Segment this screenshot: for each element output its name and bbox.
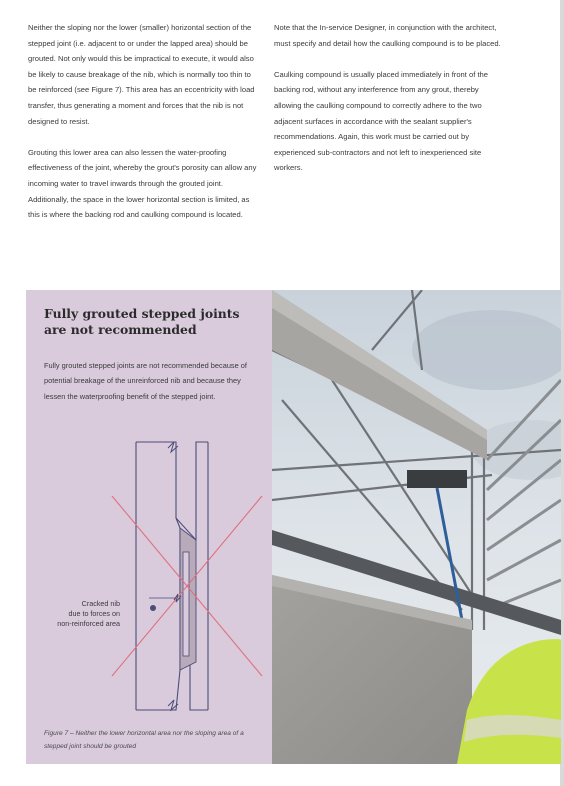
figure-caption: Figure 7 – Neither the lower horizontal area nor the sloping area of a stepped joint should be grouted [44,730,244,750]
diagram-label-line1: Cracked nib [81,599,120,608]
right-paragraph-1: Note that the In-service Designer, in conjunction with the architect, must specify and detail how the caulking compound is to be placed. [274,23,501,48]
diagram-label-line2: due to forces on [68,609,120,618]
lift-platform [407,470,467,488]
inner-slot [183,552,189,656]
callout-box [26,290,272,764]
stepped-joint-diagram [26,440,272,720]
left-paragraph-1: Neither the sloping nor the lower (smaller) horizontal section of the stepped joint (i.e. adjacent to or under the lapped area) should be grouted. Not only would this be impractical to execute, it would also be likely to cause breakage of the nib, which is normally too thin to be reinforced (see Figure 7). This area has an eccentricity with load transfer, thus generating a moment and forces that the nib is not designed to resist. [28,23,255,126]
left-member-nib [136,442,180,710]
right-text-column [274,20,506,192]
callout-body: Fully grouted stepped joints are not recommended because of potential breakage of the unreinforced nib and because they lessen the waterproofing benefit of the stepped joint. [44,361,247,401]
left-paragraph-2: Grouting this lower area can also lessen the water-proofing effectiveness of the joint, whereby the grout's porosity can allow any incoming water to travel inwards through the grouted joint. Additionally, the space in the lower horizontal section is limited, as this is where the backing rod and caulking compound is located. [28,147,257,220]
crack-dot [150,605,156,611]
diagram-label-line3: non-reinforced area [57,619,120,628]
right-paragraph-2: Caulking compound is usually placed immediately in front of the backing rod, without any interference from any grout, thereby allowing the caulking compound to correctly adhere to the two adjacent surfaces in accordance with the sealant supplier's recommendations. Again, this work must be carried out by experienced sub-contractors and not left to inexperienced site workers. [274,69,489,173]
construction-site-photo [272,290,561,764]
callout-title: Fully grouted stepped joints are not recommended [44,306,240,337]
left-text-column [28,20,260,238]
